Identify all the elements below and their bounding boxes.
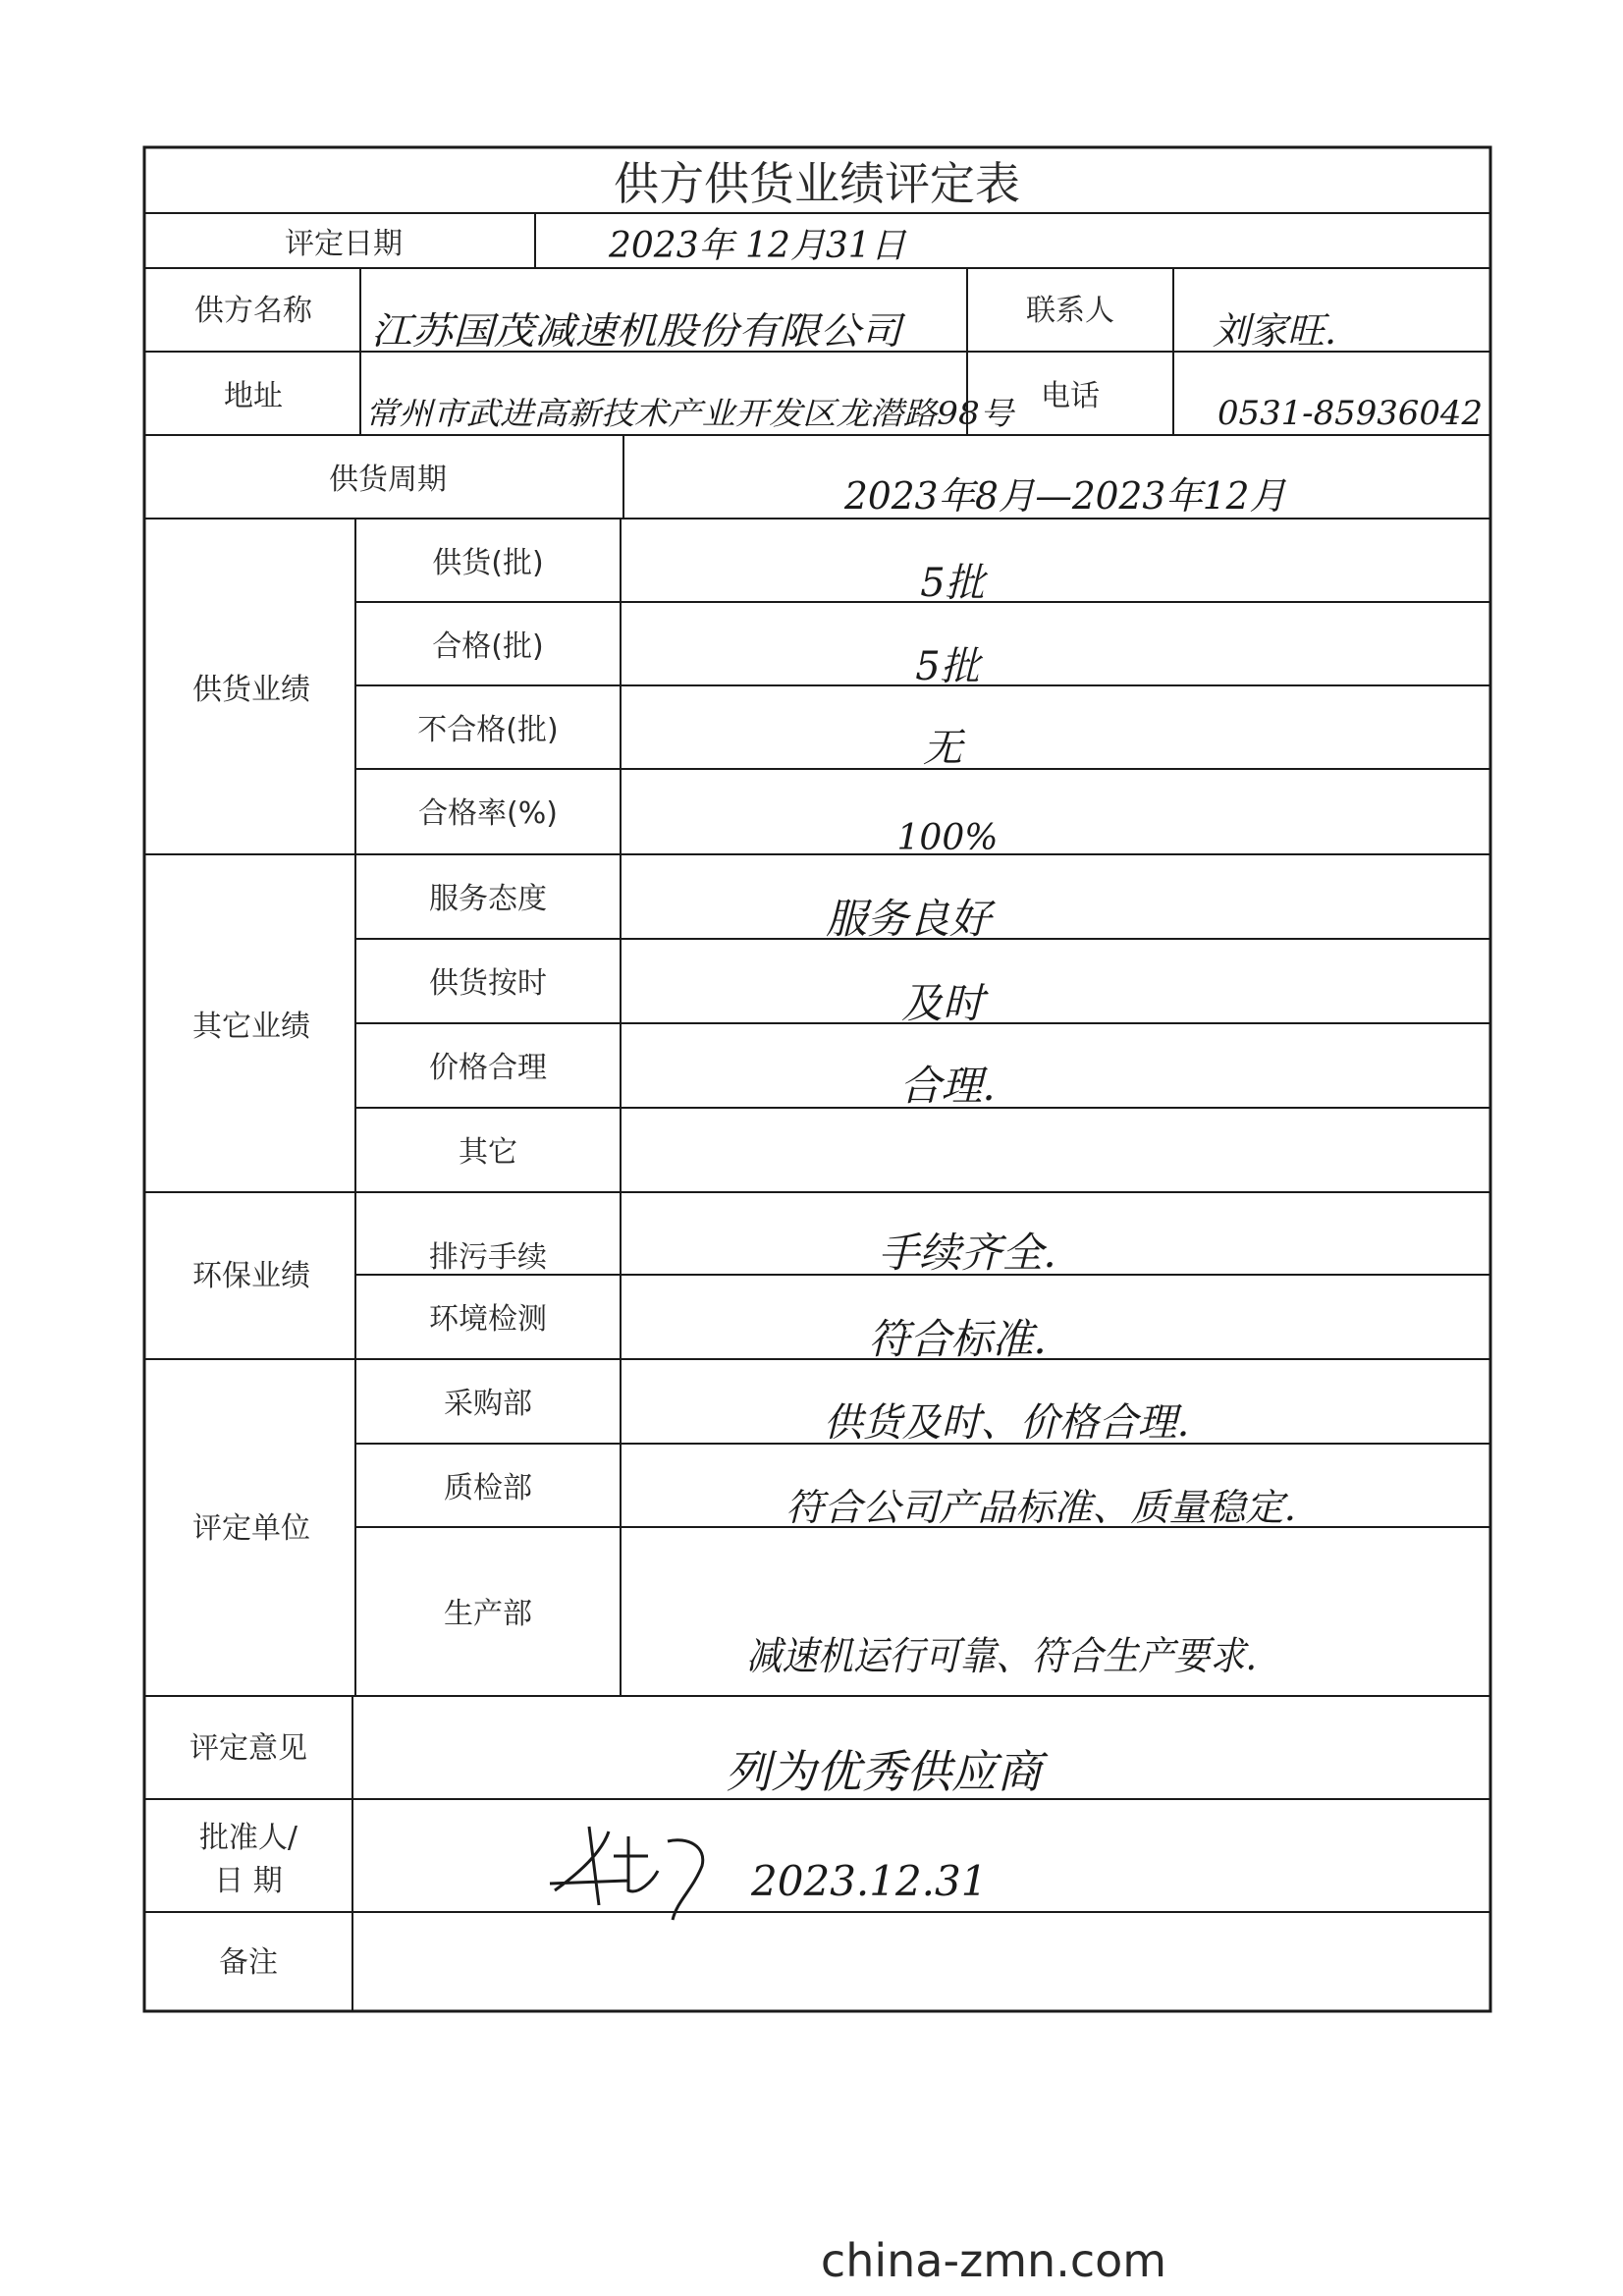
eval-date-label: 评定日期	[285, 227, 403, 261]
supply-period-value: 2023年8月—2023年12月	[843, 474, 1287, 518]
form-title: 供方供货业绩评定表	[614, 157, 1020, 210]
supply-perf-section-label: 供货业绩	[192, 673, 310, 707]
approver-date: 2023.12.31	[751, 1857, 988, 1905]
on-time-label: 供货按时	[429, 966, 547, 1001]
env-perf-section-label: 环保业绩	[192, 1259, 310, 1293]
contact-label: 联系人	[1026, 294, 1114, 328]
qualified-batches-label: 合格(批)	[432, 629, 544, 664]
remarks-label: 备注	[219, 1945, 278, 1980]
price-reasonable-value: 合理.	[899, 1062, 996, 1110]
qualified-batches-value: 5批	[915, 644, 980, 689]
eval-date-value: 2023年 12月31日	[609, 226, 906, 266]
env-monitoring-value: 符合标准.	[868, 1315, 1047, 1363]
address-label: 地址	[224, 379, 283, 413]
production-dept-value: 减速机运行可靠、符合生产要求.	[746, 1634, 1257, 1679]
supply-batches-value: 5批	[920, 561, 985, 606]
watermark: china-zmn.com	[820, 2234, 1167, 2287]
supply-batches-label: 供货(批)	[432, 546, 544, 580]
unqualified-batches-label: 不合格(批)	[417, 713, 559, 747]
service-attitude-value: 服务良好	[825, 895, 992, 943]
other-perf-section-label: 其它业绩	[192, 1010, 310, 1044]
address-value: 常州市武进高新技术产业开发区龙潜路98号	[365, 395, 1016, 432]
approver-label-line2: 日 期	[214, 1864, 283, 1898]
opinion-label: 评定意见	[189, 1731, 307, 1766]
purchasing-dept-value: 供货及时、价格合理.	[823, 1400, 1190, 1446]
phone-label: 电话	[1041, 379, 1100, 413]
discharge-permit-label: 排污手续	[429, 1240, 547, 1275]
supplier-name-value: 江苏国茂减速机股份有限公司	[371, 309, 906, 353]
pass-rate-label: 合格率(%)	[418, 796, 558, 831]
approver-signature	[550, 1827, 705, 1920]
qc-dept-label: 质检部	[444, 1471, 532, 1505]
contact-value: 刘家旺.	[1213, 309, 1337, 353]
supplier-name-label: 供方名称	[194, 294, 312, 328]
service-attitude-label: 服务态度	[429, 882, 547, 916]
env-monitoring-label: 环境检测	[429, 1302, 547, 1337]
qc-dept-value: 符合公司产品标准、质量稳定.	[785, 1486, 1296, 1529]
eval-unit-section-label: 评定单位	[192, 1511, 310, 1546]
approver-label-line1: 批准人/	[198, 1821, 298, 1855]
discharge-permit-value: 手续齐全.	[878, 1229, 1056, 1277]
on-time-value: 及时	[900, 979, 985, 1027]
other-label: 其它	[459, 1135, 517, 1170]
supply-period-label: 供货周期	[329, 463, 447, 497]
phone-value: 0531-85936042	[1217, 394, 1483, 433]
unqualified-batches-value: 无	[923, 726, 962, 771]
purchasing-dept-label: 采购部	[444, 1387, 532, 1421]
price-reasonable-label: 价格合理	[429, 1051, 547, 1085]
opinion-value: 列为优秀供应商	[726, 1745, 1042, 1798]
pass-rate-value: 100%	[896, 818, 999, 858]
production-dept-label: 生产部	[444, 1597, 532, 1631]
